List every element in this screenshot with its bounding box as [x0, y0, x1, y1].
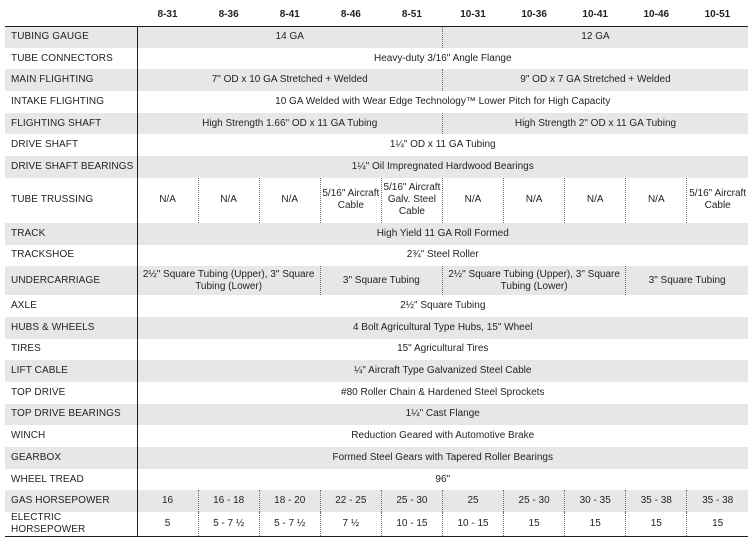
- model-header: 8-51: [401, 9, 422, 21]
- row-label: AXLE: [11, 300, 37, 312]
- spec-row: [5, 404, 748, 426]
- spec-cell: 35 - 38: [687, 490, 748, 512]
- spec-cell: Formed Steel Gears with Tapered Roller Bearings: [137, 447, 748, 469]
- spec-row: [5, 490, 748, 512]
- spec-row: [5, 469, 748, 491]
- spec-row: [5, 178, 748, 223]
- spec-cell: 5 - 7 ½: [259, 512, 320, 537]
- spec-cell: N/A: [137, 178, 198, 223]
- row-label: TRACK: [5, 223, 137, 245]
- row-label: GEARBOX: [5, 447, 137, 469]
- spec-row: [5, 245, 748, 267]
- spec-cell: 2½" Square Tubing: [137, 295, 748, 317]
- spec-cell: 22 - 25: [320, 490, 381, 512]
- spec-cell: 25: [442, 490, 503, 512]
- spec-row: [5, 223, 748, 245]
- spec-cell: 25 - 30: [504, 490, 565, 512]
- spec-cell: 9" OD x 7 GA Stretched + Welded: [442, 69, 748, 91]
- spec-row: [5, 360, 748, 382]
- spec-row: [5, 382, 748, 404]
- spec-cell: 15: [687, 512, 748, 537]
- spec-row: [5, 48, 748, 70]
- spec-cell: Reduction Geared with Automotive Brake: [137, 425, 748, 447]
- spec-cell: N/A: [442, 178, 503, 223]
- spec-cell: N/A: [259, 178, 320, 223]
- spec-cell: 10 - 15: [381, 512, 442, 537]
- spec-cell: 15: [626, 512, 687, 537]
- spec-cell: 1¼" OD x 11 GA Tubing: [137, 134, 748, 156]
- spec-cell: 35 - 38: [626, 490, 687, 512]
- row-label: FLIGHTING SHAFT: [5, 113, 137, 135]
- spec-row: [5, 266, 748, 295]
- spec-row: [5, 134, 748, 156]
- spec-cell: 1¼" Oil Impregnated Hardwood Bearings: [137, 156, 748, 178]
- spec-cell: ¼" Aircraft Type Galvanized Steel Cable: [137, 360, 748, 382]
- spec-cell: High Strength 2" OD x 11 GA Tubing: [442, 113, 748, 135]
- spec-cell: 2½" Square Tubing (Upper), 3" Square Tubing (Lower): [137, 266, 320, 295]
- spec-cell: Heavy-duty 3/16" Angle Flange: [137, 48, 748, 70]
- model-header: 10-46: [643, 9, 670, 21]
- model-header: 8-31: [157, 9, 178, 21]
- spec-cell: N/A: [565, 178, 626, 223]
- spec-cell: 14 GA: [137, 26, 442, 48]
- row-label: INTAKE FLIGHTING: [11, 95, 105, 107]
- spec-row: [5, 425, 748, 447]
- spec-cell: High Yield 11 GA Roll Formed: [137, 223, 748, 245]
- model-header: 8-36: [218, 9, 239, 21]
- model-header: 8-41: [279, 9, 300, 21]
- spec-row: [5, 512, 748, 537]
- model-header: 8-46: [340, 9, 361, 21]
- spec-cell: 7" OD x 10 GA Stretched + Welded: [137, 69, 442, 91]
- spec-cell: 5/16" Aircraft Cable: [687, 178, 748, 223]
- row-label: TUBING GAUGE: [5, 26, 137, 48]
- row-label: TOP DRIVE BEARINGS: [5, 404, 137, 426]
- row-label: ELECTRIC HORSEPOWER: [5, 512, 137, 537]
- model-header: 10-31: [460, 9, 486, 21]
- spec-cell: 15" Agricultural Tires: [137, 339, 748, 361]
- spec-cell: 30 - 35: [565, 490, 626, 512]
- spec-cell: 10 GA Welded with Wear Edge Technology™ Lower Pitch for High Capacity: [137, 91, 748, 113]
- spec-row: [5, 317, 748, 339]
- spec-body: [5, 26, 748, 537]
- spec-cell: 25 - 30: [381, 490, 442, 512]
- spec-row: [5, 113, 748, 135]
- spec-cell: 5: [137, 512, 198, 537]
- row-label: TUBE CONNECTORS: [11, 52, 113, 64]
- row-label: TIRES: [11, 343, 41, 355]
- spec-cell: 15: [565, 512, 626, 537]
- spec-cell: 5/16" Aircraft Galv. Steel Cable: [381, 178, 442, 223]
- row-label: LIFT CABLE: [5, 360, 137, 382]
- spec-cell: N/A: [504, 178, 565, 223]
- row-label: TRACKSHOE: [11, 249, 75, 261]
- spec-cell: 3" Square Tubing: [626, 266, 748, 295]
- spec-cell: 10 - 15: [442, 512, 503, 537]
- spec-table: [5, 4, 748, 537]
- header-corner: [5, 4, 137, 26]
- spec-cell: 16 - 18: [198, 490, 259, 512]
- spec-cell: 2½" Square Tubing (Upper), 3" Square Tubing (Lower): [442, 266, 625, 295]
- spec-cell: 3" Square Tubing: [320, 266, 442, 295]
- model-header: 10-51: [704, 9, 731, 21]
- model-header: 10-41: [582, 9, 608, 21]
- spec-cell: 15: [504, 512, 565, 537]
- spec-cell: 4 Bolt Agricultural Type Hubs, 15" Wheel: [137, 317, 748, 339]
- row-label: TUBE TRUSSING: [11, 194, 94, 206]
- row-label: WHEEL TREAD: [11, 473, 84, 485]
- row-label: DRIVE SHAFT: [11, 139, 79, 151]
- spec-cell: 96": [137, 469, 748, 491]
- row-label: HUBS & WHEELS: [5, 317, 137, 339]
- spec-row: [5, 339, 748, 361]
- spec-cell: 5/16" Aircraft Cable: [320, 178, 381, 223]
- spec-cell: N/A: [198, 178, 259, 223]
- spec-cell: 5 - 7 ½: [198, 512, 259, 537]
- row-label: GAS HORSEPOWER: [5, 490, 137, 512]
- spec-row: [5, 26, 748, 48]
- spec-cell: 2¾" Steel Roller: [137, 245, 748, 267]
- spec-cell: 16: [137, 490, 198, 512]
- spec-cell: 7 ½: [320, 512, 381, 537]
- spec-cell: #80 Roller Chain & Hardened Steel Sprockets: [137, 382, 748, 404]
- row-label: UNDERCARRIAGE: [5, 266, 137, 295]
- spec-row: [5, 69, 748, 91]
- spec-cell: High Strength 1.66" OD x 11 GA Tubing: [137, 113, 442, 135]
- spec-row: [5, 447, 748, 469]
- row-label: WINCH: [11, 430, 46, 442]
- spec-cell: 1¼" Cast Flange: [137, 404, 748, 426]
- spec-cell: 12 GA: [442, 26, 748, 48]
- row-label: MAIN FLIGHTING: [5, 69, 137, 91]
- spec-row: [5, 295, 748, 317]
- spec-row: [5, 156, 748, 178]
- spec-cell: 18 - 20: [259, 490, 320, 512]
- model-header-row: [5, 4, 748, 26]
- spec-cell: N/A: [626, 178, 687, 223]
- spec-row: [5, 91, 748, 113]
- row-label: TOP DRIVE: [11, 386, 66, 398]
- row-label: DRIVE SHAFT BEARINGS: [5, 156, 137, 178]
- model-header: 10-36: [521, 9, 547, 21]
